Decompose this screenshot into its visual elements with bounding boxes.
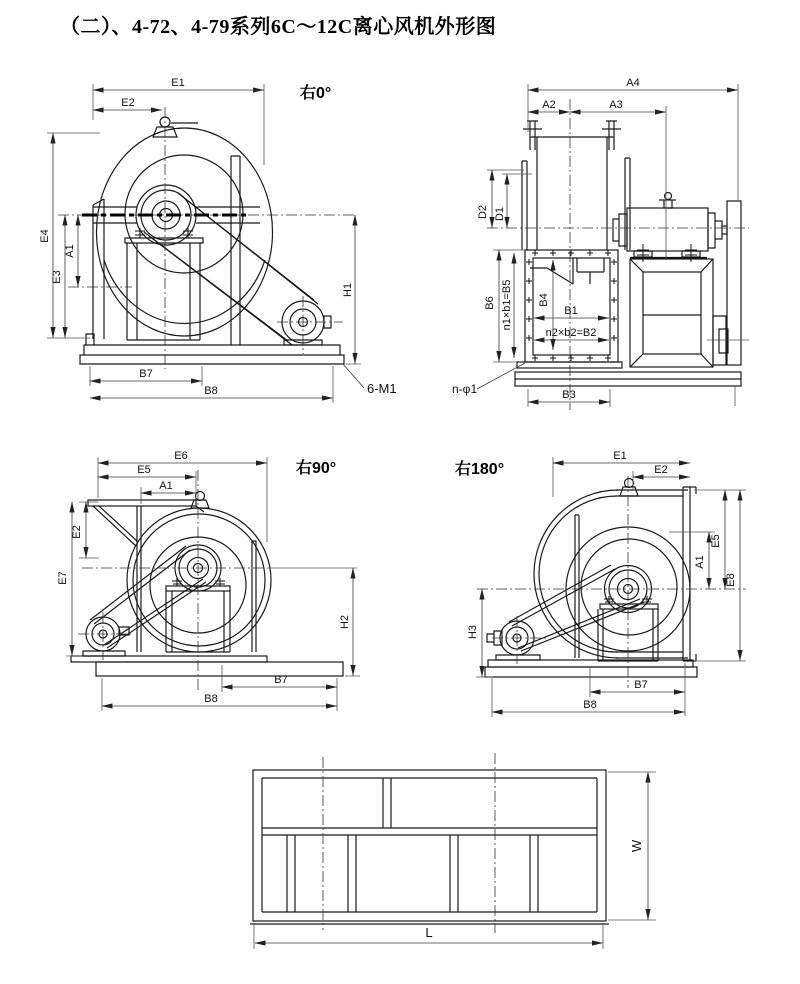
- motor-feet: [634, 251, 700, 257]
- motor-pedestal: [630, 259, 749, 367]
- volute-tongue: [530, 258, 604, 284]
- dim-label-a1: A1: [694, 555, 706, 569]
- lug-body: [153, 123, 198, 137]
- dim-label-b7: B7: [139, 368, 153, 380]
- dim-label-e1: E1: [171, 77, 185, 89]
- lifting-lug: [620, 479, 638, 497]
- motor-pulley: [487, 621, 540, 660]
- support-column: [575, 515, 579, 658]
- base-frame: [80, 334, 344, 364]
- centerlines: [477, 476, 746, 688]
- dim-label-e3: E3: [51, 270, 63, 284]
- view-front: [452, 77, 749, 410]
- motor-pulley: [282, 301, 331, 345]
- casing-inner-wall: [104, 260, 265, 324]
- dim-label-b5: n1×b1=B5: [501, 279, 513, 331]
- bolt-note-leader: [343, 364, 364, 388]
- bolt-note-label: 6-M1: [367, 381, 397, 396]
- dim-label-e2: E2: [654, 464, 668, 476]
- dim-label-e8: E8: [725, 573, 737, 587]
- dim-label-a2: A2: [542, 99, 556, 111]
- lifting-lug: [153, 117, 198, 137]
- dim-label-a4: A4: [626, 77, 640, 89]
- outlet-flange: [683, 487, 696, 661]
- page-title: （二）、4-72、4-79系列6C～12C离心风机外形图: [60, 16, 497, 38]
- dimensions: [57, 450, 360, 711]
- dim-label-a3: A3: [609, 99, 623, 111]
- dim-label-h3: H3: [467, 624, 479, 640]
- base-frame-plan: [250, 770, 609, 924]
- dim-label-b4: B4: [538, 293, 550, 307]
- dim-label-l: L: [425, 925, 433, 940]
- dim-label-b8: B8: [204, 693, 218, 705]
- dim-label-a1: A1: [64, 244, 76, 258]
- outlet-duct-walls: [93, 506, 204, 546]
- dim-label-e6: E6: [174, 450, 188, 462]
- dim-label-b6: B6: [484, 296, 496, 310]
- dim-label-d2: D2: [477, 204, 489, 220]
- motor-body: [627, 208, 708, 251]
- base-frame: [71, 656, 343, 676]
- view-right-180: [455, 450, 746, 717]
- dimensions: [254, 772, 656, 949]
- view-right-0: [39, 77, 397, 403]
- bottom-flange-plate: [517, 362, 622, 368]
- dim-label-b1: B1: [564, 305, 578, 317]
- hole-note-label: n-φ1: [452, 382, 478, 396]
- dim-label-e7: E7: [57, 571, 69, 585]
- dim-label-b8: B8: [204, 385, 218, 397]
- dim-label-e1: E1: [613, 450, 627, 462]
- dim-label-h2: H2: [339, 614, 351, 630]
- lower-cross-members: [287, 835, 538, 912]
- view-label-right-0: 右0°: [300, 85, 332, 102]
- dim-label-b7: B7: [634, 679, 648, 691]
- dim-label-e2: E2: [121, 97, 135, 109]
- view-right-90: [57, 450, 360, 711]
- dim-label-e2: E2: [71, 525, 83, 539]
- dim-label-b7: B7: [274, 674, 288, 686]
- dim-label-b3: B3: [562, 389, 576, 401]
- dim-label-b2: n2×b2=B2: [545, 327, 597, 339]
- hole-note-leader: [477, 363, 525, 389]
- dim-label-w: W: [629, 839, 644, 853]
- support-columns: [137, 506, 256, 652]
- inlet-cylinder: [522, 121, 630, 250]
- dimensions: [452, 77, 738, 407]
- view-base-plan: [250, 753, 656, 949]
- dim-label-d1: D1: [494, 206, 506, 222]
- motor-eye-bolt: [659, 200, 676, 208]
- centerlines: [323, 753, 495, 933]
- pedestal-bolts: [135, 228, 193, 238]
- upper-cross-member: [383, 778, 391, 828]
- view-label-right-90: 右90°: [296, 460, 337, 477]
- centerlines: [58, 107, 356, 369]
- dim-label-a1: A1: [159, 480, 173, 492]
- dim-label-h1: H1: [342, 282, 354, 298]
- outlet-flange: [88, 500, 196, 506]
- dim-label-e5: E5: [710, 534, 722, 548]
- pedestal-bracket: [713, 316, 728, 365]
- fan-casing: [93, 128, 273, 336]
- dim-label-e4: E4: [39, 229, 51, 243]
- dim-label-b8: B8: [583, 699, 597, 711]
- inlet-flange-tabs: [523, 121, 621, 150]
- fan-casing: [88, 500, 271, 652]
- base-frame: [515, 372, 741, 386]
- inlet-circle: [581, 539, 677, 635]
- motor-pulley: [83, 617, 129, 656]
- casing-side-plates: [522, 158, 630, 250]
- fan-casing: [534, 487, 696, 661]
- view-label-right-180: 右180°: [455, 461, 505, 478]
- dim-label-e5: E5: [137, 464, 151, 476]
